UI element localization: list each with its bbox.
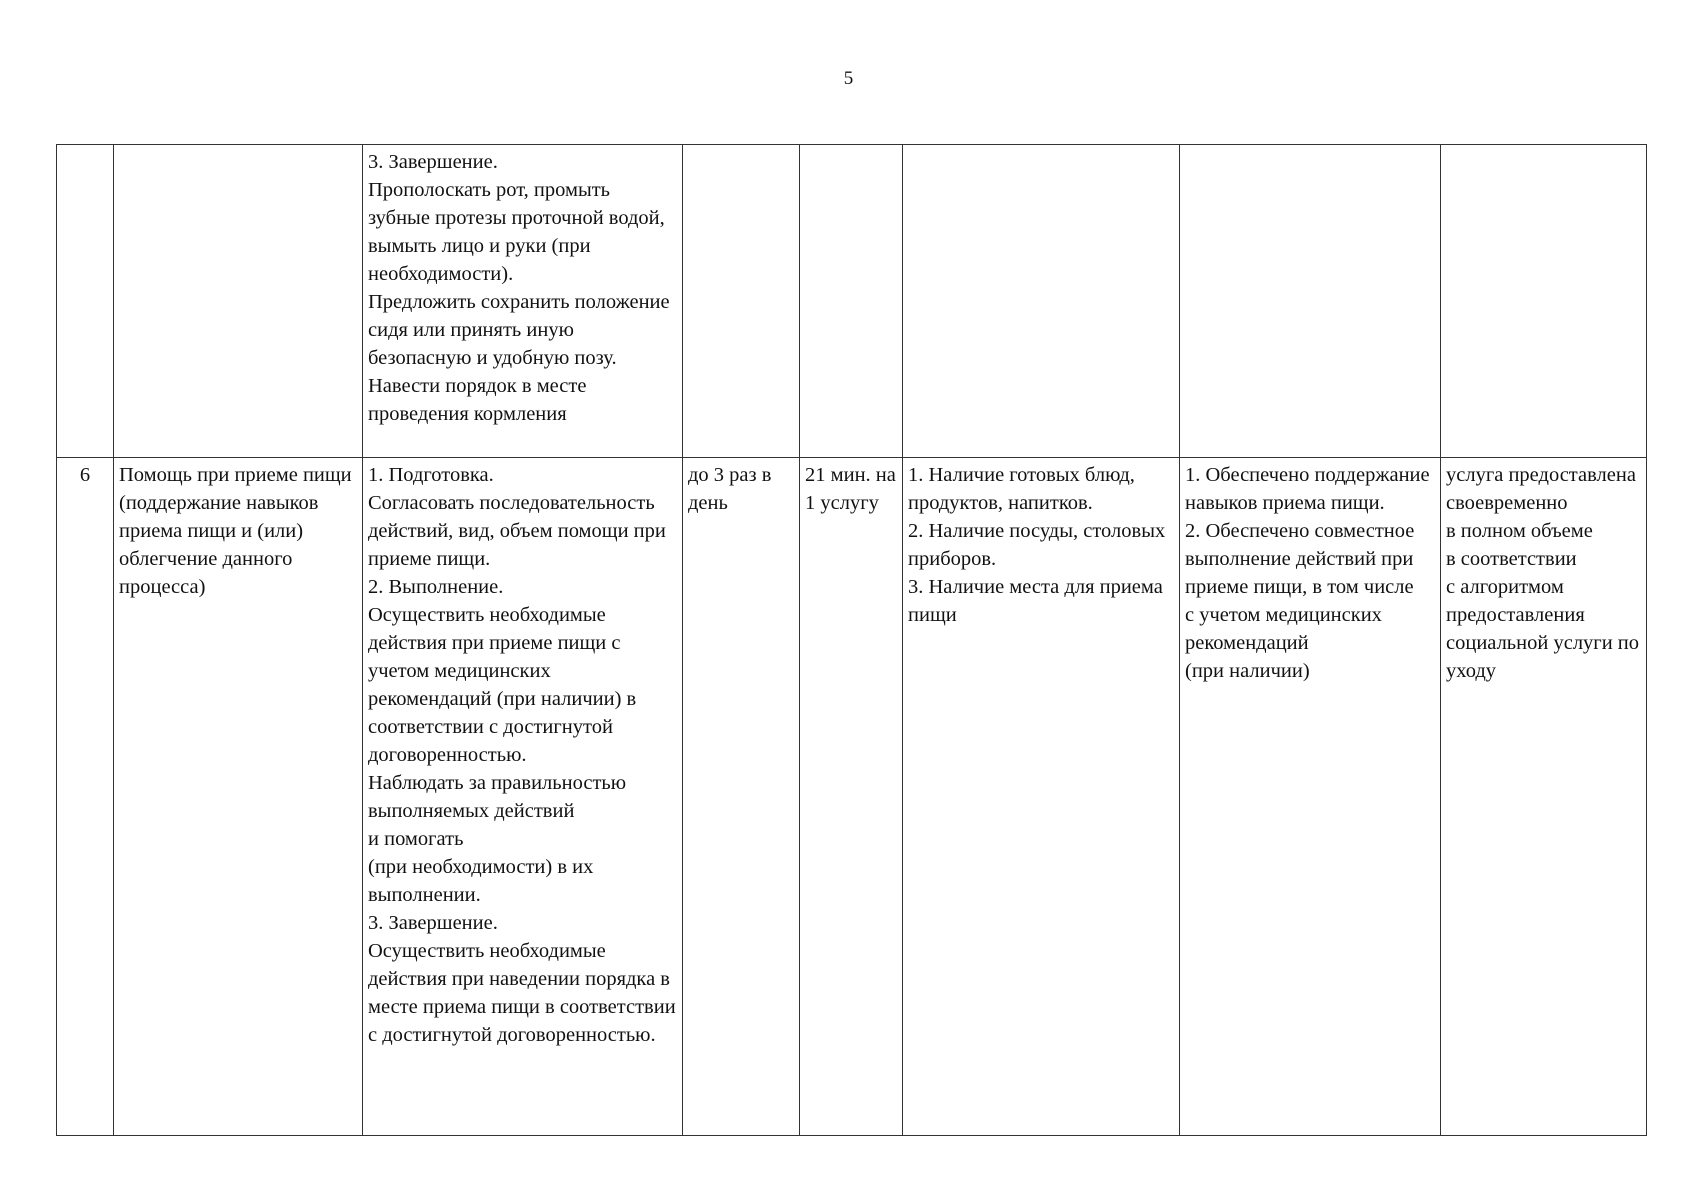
cell-service-name	[114, 145, 363, 458]
cell-service-name: Помощь при приеме пищи (поддержание навыков приема пищи и (или) облегчение данного процесса)	[114, 458, 363, 1136]
table-row	[57, 458, 1647, 1136]
cell-time-norm	[800, 145, 903, 458]
cell-procedure: 3. Завершение. Прополоскать рот, промыть зубные протезы проточной водой, вымыть лицо и руки (при необходимости). Предложить сохранить положение сидя или принять иную безопасную и удобную позу. Навести порядок в месте проведения кормления	[363, 145, 683, 458]
cell-conditions	[903, 145, 1180, 458]
services-table	[56, 144, 1647, 1136]
cell-conditions: 1. Наличие готовых блюд, продуктов, напитков. 2. Наличие посуды, столовых приборов. 3. Наличие места для приема пищи	[903, 458, 1180, 1136]
cell-evaluation	[1441, 145, 1647, 458]
cell-frequency: до 3 раз в день	[683, 458, 800, 1136]
cell-evaluation: услуга предоставлена своевременно в полном объеме в соответствии с алгоритмом предоставления социальной услуги по уходу	[1441, 458, 1647, 1136]
page-number: 5	[843, 68, 854, 89]
cell-results	[1180, 145, 1441, 458]
cell-frequency	[683, 145, 800, 458]
cell-time-norm: 21 мин. на 1 услугу	[800, 458, 903, 1136]
cell-number: 6	[57, 458, 114, 1136]
cell-number	[57, 145, 114, 458]
cell-procedure: 1. Подготовка. Согласовать последовательность действий, вид, объем помощи при приеме пищи. 2. Выполнение. Осуществить необходимые действия при приеме пищи с учетом медицинских рекомендаций (при наличии) в соответствии с достигнутой договоренностью. Наблюдать за правильностью выполняемых действий и помогать (при необходимости) в их выполнении. 3. Завершение. Осуществить необходимые действия при наведении порядка в месте приема пищи в соответствии с достигнутой договоренностью.	[363, 458, 683, 1136]
table-row	[57, 145, 1647, 458]
cell-results: 1. Обеспечено поддержание навыков приема пищи. 2. Обеспечено совместное выполнение действий при приеме пищи, в том числе с учетом медицинских рекомендаций (при наличии)	[1180, 458, 1441, 1136]
